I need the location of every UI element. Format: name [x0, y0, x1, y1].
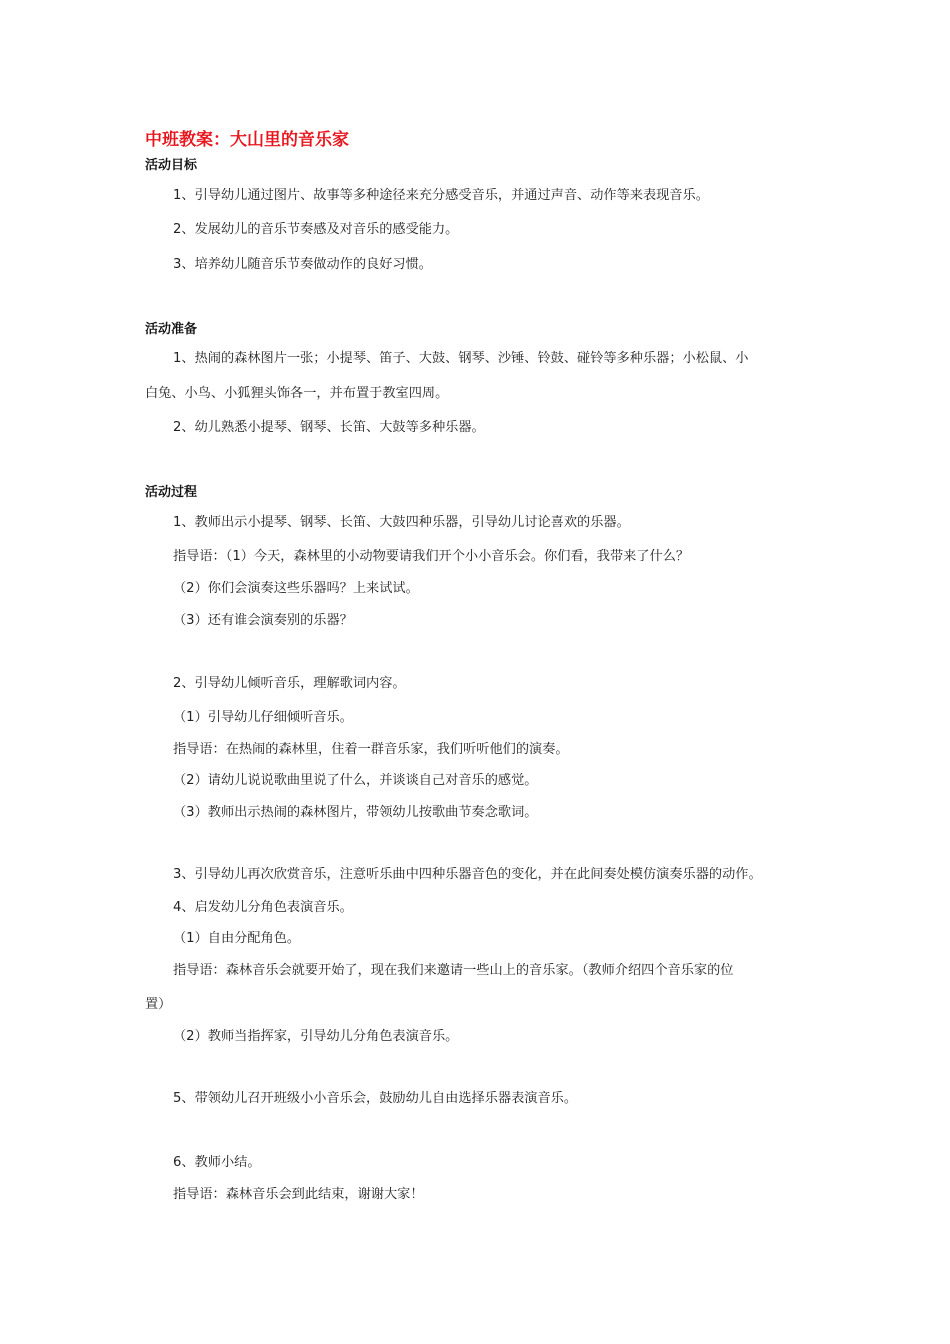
- process-step: 1、教师出示小提琴、钢琴、长笛、大鼓四种乐器，引导幼儿讨论喜欢的乐器。: [173, 515, 630, 530]
- goal-item: 1、引导幼儿通过图片、故事等多种途径来充分感受音乐，并通过声音、动作等来表现音乐。: [173, 188, 709, 203]
- process-step: 4、启发幼儿分角色表演音乐。: [173, 900, 353, 915]
- goal-item: 3、培养幼儿随音乐节奏做动作的良好习惯。: [173, 257, 432, 272]
- process-substep: （1）引导幼儿仔细倾听音乐。: [173, 710, 353, 725]
- process-substep: （2）请幼儿说说歌曲里说了什么，并谈谈自己对音乐的感觉。: [173, 773, 538, 788]
- process-step: 5、带领幼儿召开班级小小音乐会，鼓励幼儿自由选择乐器表演音乐。: [173, 1091, 578, 1106]
- process-guidance: 指导语：在热闹的森林里，住着一群音乐家，我们听听他们的演奏。: [173, 742, 569, 757]
- process-substep: （1）自由分配角色。: [173, 931, 301, 946]
- process-step: 6、教师小结。: [173, 1155, 261, 1170]
- process-substep: （2）你们会演奏这些乐器吗？上来试试。: [173, 581, 419, 596]
- section-heading-goals: 活动目标: [145, 158, 198, 173]
- section-heading-preparation: 活动准备: [145, 322, 198, 337]
- document-title: 中班教案：大山里的音乐家: [145, 130, 349, 150]
- process-guidance: 指导语：森林音乐会就要开始了，现在我们来邀请一些山上的音乐家。（教师介绍四个音乐家的位: [173, 963, 734, 978]
- preparation-item: 1、热闹的森林图片一张；小提琴、笛子、大鼓、钢琴、沙锤、铃鼓、碰铃等多种乐器；小松鼠、小: [173, 351, 749, 366]
- process-substep: （3）还有谁会演奏别的乐器？: [173, 613, 353, 628]
- process-guidance: 指导语：森林音乐会到此结束，谢谢大家！: [173, 1187, 424, 1202]
- process-step: 3、引导幼儿再次欣赏音乐，注意听乐曲中四种乐器音色的变化，并在此间奏处模仿演奏乐器的动作。: [173, 867, 762, 882]
- process-substep: （3）教师出示热闹的森林图片，带领幼儿按歌曲节奏念歌词。: [173, 805, 538, 820]
- preparation-item: 2、幼儿熟悉小提琴、钢琴、长笛、大鼓等多种乐器。: [173, 420, 485, 435]
- process-substep: （2）教师当指挥家，引导幼儿分角色表演音乐。: [173, 1029, 459, 1044]
- process-step: 2、引导幼儿倾听音乐，理解歌词内容。: [173, 676, 406, 691]
- process-guidance-continued: 置）: [145, 997, 172, 1012]
- section-heading-process: 活动过程: [145, 485, 198, 500]
- process-guidance: 指导语：（1）今天，森林里的小动物要请我们开个小小音乐会。你们看，我带来了什么？: [173, 549, 690, 564]
- goal-item: 2、发展幼儿的音乐节奏感及对音乐的感受能力。: [173, 222, 459, 237]
- preparation-item-continued: 白兔、小鸟、小狐狸头饰各一，并布置于教室四周。: [145, 386, 449, 401]
